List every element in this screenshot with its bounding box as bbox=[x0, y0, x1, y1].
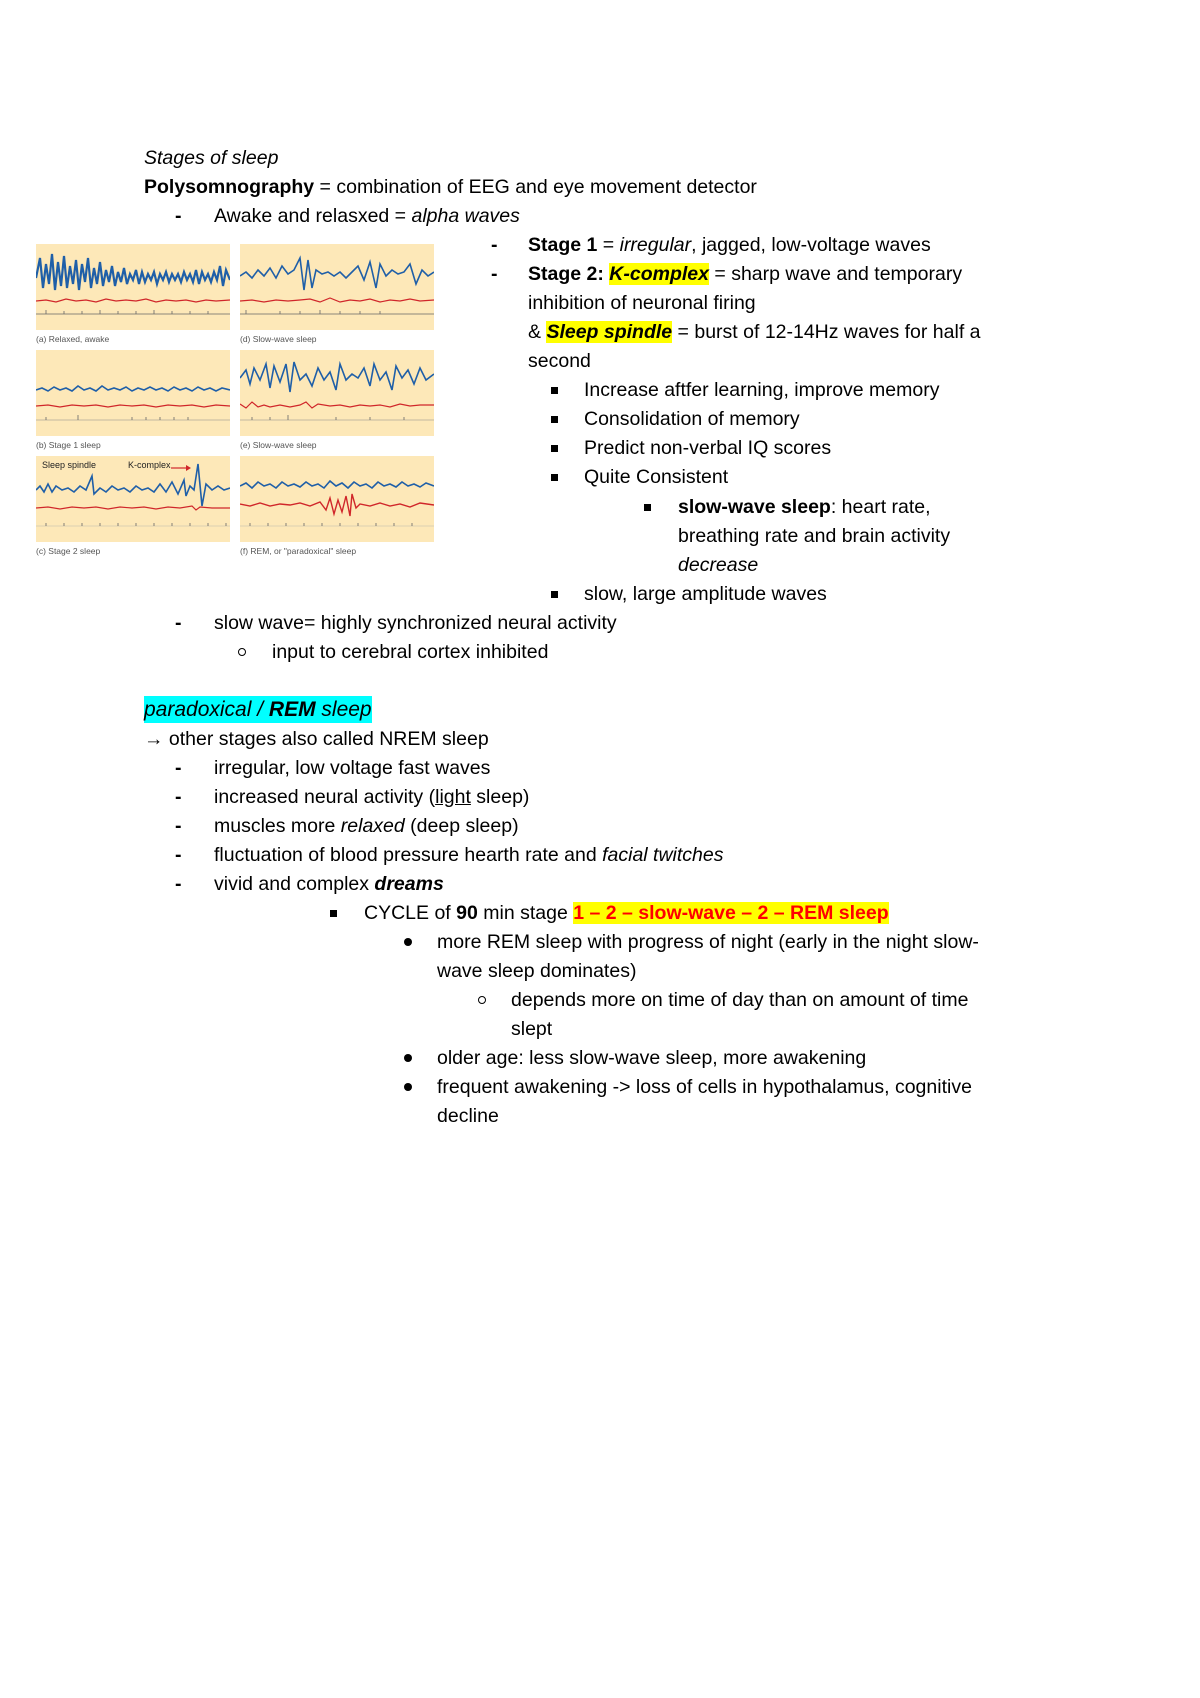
dash-bullet-icon: - bbox=[175, 815, 182, 837]
dash-bullet-icon: - bbox=[175, 844, 182, 866]
stage2-label: Stage 2: bbox=[528, 263, 610, 285]
frequent-line2: decline bbox=[437, 1105, 499, 1127]
kcomplex-definition: = sharp wave and temporary bbox=[708, 263, 963, 285]
bullet-item: Predict non-verbal IQ scores bbox=[584, 437, 832, 459]
rem-item bbox=[214, 842, 723, 868]
relaxed-italic: relaxed bbox=[340, 815, 405, 837]
stage1-eq: = bbox=[597, 234, 620, 256]
eeg-panel-e bbox=[240, 350, 434, 436]
rem-item bbox=[214, 871, 444, 897]
nrem-line bbox=[144, 726, 489, 752]
older-age-line: older age: less slow-wave sleep, more awakening bbox=[437, 1047, 867, 1069]
caption-f: (f) REM, or "paradoxical" sleep bbox=[240, 546, 357, 556]
caption-e: (e) Slow-wave sleep bbox=[240, 440, 317, 450]
muscles-pre: muscles more bbox=[214, 815, 341, 837]
slow-wave-sleep-term: slow-wave sleep bbox=[678, 496, 831, 518]
slow-wave-sleep-rest: : heart rate, bbox=[830, 496, 931, 518]
rem-item bbox=[214, 784, 529, 810]
stage1-line bbox=[528, 232, 931, 258]
dash-bullet-icon: - bbox=[175, 786, 182, 808]
cycle-mid: min stage bbox=[477, 902, 574, 924]
stage2-line bbox=[528, 261, 962, 287]
caption-a: (a) Relaxed, awake bbox=[36, 334, 110, 344]
muscles-post: (deep sleep) bbox=[404, 815, 519, 837]
rem-heading bbox=[144, 697, 372, 723]
stage1-rest: , jagged, low-voltage waves bbox=[691, 234, 931, 256]
rem-heading-bold: REM bbox=[268, 698, 316, 721]
bullet-item: Increase aftfer learning, improve memory bbox=[584, 379, 940, 401]
vivid-pre: vivid and complex bbox=[214, 873, 375, 895]
depends-line2: slept bbox=[511, 1018, 553, 1040]
arrow-right-icon: → bbox=[144, 728, 164, 750]
rem-item bbox=[214, 813, 519, 839]
bullet-item: Consolidation of memory bbox=[584, 408, 800, 430]
dash-bullet-icon: - bbox=[491, 263, 498, 285]
fluct-pre: fluctuation of blood pressure hearth rate and bbox=[214, 844, 603, 866]
dash-bullet-icon: - bbox=[491, 234, 498, 256]
eeg-panel-a bbox=[36, 244, 230, 330]
rem-heading-tail: sleep bbox=[315, 698, 372, 721]
facial-twitches-italic: facial twitches bbox=[602, 844, 724, 866]
cycle-sequence: 1 – 2 – slow-wave – 2 – REM sleep bbox=[573, 902, 889, 924]
dash-bullet-icon: - bbox=[175, 205, 182, 227]
frequent-line1: frequent awakening -> loss of cells in hypothalamus, cognitive bbox=[437, 1076, 972, 1098]
kcomplex-term: K-complex bbox=[609, 263, 709, 285]
rem-item: irregular, low voltage fast waves bbox=[214, 757, 491, 779]
dash-bullet-icon: - bbox=[175, 873, 182, 895]
eeg-panel-f bbox=[240, 456, 434, 542]
ampersand: & bbox=[528, 321, 547, 343]
spindle-definition-cont: second bbox=[528, 350, 591, 372]
sleep-spindle-annotation: Sleep spindle bbox=[42, 460, 97, 470]
dash-bullet-icon: - bbox=[175, 757, 182, 779]
slow-wave-line: slow wave= highly synchronized neural activity bbox=[214, 612, 617, 634]
dash-bullet-icon: - bbox=[175, 612, 182, 634]
caption-c: (c) Stage 2 sleep bbox=[36, 546, 101, 556]
awake-line bbox=[214, 203, 520, 229]
stage1-label: Stage 1 bbox=[528, 234, 598, 256]
bullet-item: slow, large amplitude waves bbox=[584, 583, 827, 605]
dreams-bold: dreams bbox=[374, 873, 444, 895]
more-rem-line1: more REM sleep with progress of night (early in the night slow- bbox=[437, 931, 979, 953]
alpha-waves-term: alpha waves bbox=[411, 205, 520, 227]
polysomnography-term: Polysomnography bbox=[144, 176, 315, 198]
cycle-num: 90 bbox=[456, 902, 478, 924]
stage1-irregular: irregular bbox=[619, 234, 692, 256]
awake-text: Awake and relasxed = bbox=[214, 205, 412, 227]
eeg-panel-d bbox=[240, 244, 434, 330]
kcomplex-annotation: K-complex bbox=[128, 460, 171, 470]
slow-wave-sleep-line3: decrease bbox=[678, 554, 759, 576]
eeg-panel-c bbox=[36, 456, 230, 542]
bullet-item: Quite Consistent bbox=[584, 466, 729, 488]
kcomplex-definition-cont: inhibition of neuronal firing bbox=[528, 292, 756, 314]
caption-b: (b) Stage 1 sleep bbox=[36, 440, 101, 450]
cycle-line bbox=[364, 900, 889, 926]
sleep-spindle-term: Sleep spindle bbox=[546, 321, 673, 343]
neural-pre: increased neural activity ( bbox=[214, 786, 436, 808]
light-underlined: light bbox=[435, 786, 471, 808]
page-title: Stages of sleep bbox=[144, 147, 279, 169]
spindle-definition: = burst of 12-14Hz waves for half a bbox=[672, 321, 981, 343]
eeg-figure bbox=[36, 244, 436, 556]
spindle-line bbox=[528, 319, 981, 345]
eeg-panel-b bbox=[36, 350, 230, 436]
polysomnography-line bbox=[144, 174, 757, 200]
more-rem-line2: wave sleep dominates) bbox=[437, 960, 637, 982]
cycle-pre: CYCLE of bbox=[364, 902, 457, 924]
nrem-text: other stages also called NREM sleep bbox=[163, 728, 489, 750]
polysomnography-definition: = combination of EEG and eye movement detector bbox=[314, 176, 757, 198]
rem-heading-italic: paradoxical / bbox=[144, 698, 269, 721]
depends-line1: depends more on time of day than on amount of time bbox=[511, 989, 969, 1011]
caption-d: (d) Slow-wave sleep bbox=[240, 334, 317, 344]
neural-post: sleep) bbox=[470, 786, 530, 808]
slow-wave-sleep-line2: breathing rate and brain activity bbox=[678, 525, 951, 547]
slow-wave-sub: input to cerebral cortex inhibited bbox=[272, 641, 549, 663]
slow-wave-sleep-line bbox=[678, 494, 931, 520]
